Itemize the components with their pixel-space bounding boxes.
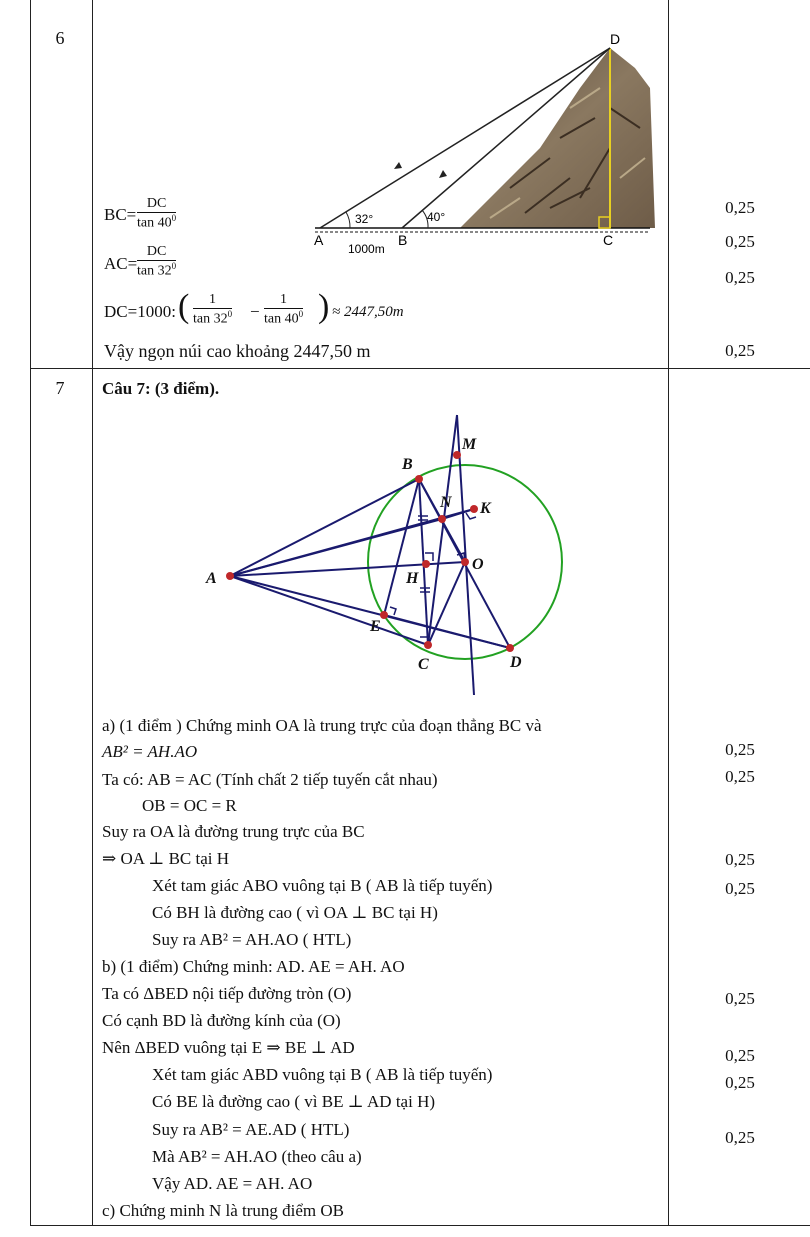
q7-line-1: a) (1 điểm ) Chứng minh OA là trung trực của đoạn thẳng BC và — [102, 716, 542, 735]
bc-formula-fraction — [137, 196, 176, 232]
q7-line-10: b) (1 điểm) Chứng minh: AD. AE = AH. AO — [102, 957, 405, 976]
q7-line-9: Suy ra AB² = AH.AO ( HTL) — [152, 930, 352, 949]
q6-score-4: 0,25 — [725, 341, 755, 360]
paren-left: ( — [178, 288, 190, 325]
degree-sup: 0 — [171, 213, 177, 223]
line-be — [384, 479, 419, 615]
paren-right: ) — [318, 288, 330, 325]
q7-line-8: Có BH là đường cao ( vì OA ⊥ BC tại H) — [152, 903, 438, 922]
q7-line-14: Xét tam giác ABD vuông tại B ( AB là tiếp tuyến) — [152, 1065, 493, 1084]
q7-line-5: Suy ra OA là đường trung trực của BC — [102, 822, 365, 841]
q6-score-2: 0,25 — [725, 232, 755, 251]
label-e: E — [370, 618, 381, 635]
label-c: C — [418, 656, 429, 673]
q7-line-11: Ta có ΔBED nội tiếp đường tròn (O) — [102, 984, 352, 1003]
point-k — [470, 505, 478, 513]
point-o — [461, 558, 469, 566]
q7-score-3: 0,25 — [725, 850, 755, 869]
minus-sign: − — [250, 302, 260, 321]
point-a — [226, 572, 234, 580]
label-h: H — [406, 570, 419, 587]
dc-formula-rhs: ≈ 2447,50m — [332, 304, 404, 320]
q7-score-5: 0,25 — [725, 989, 755, 1008]
point-h — [422, 560, 430, 568]
q7-line-7: Xét tam giác ABO vuông tại B ( AB là tiếp tuyến) — [152, 876, 493, 895]
q7-line-13: Nên ΔBED vuông tại E ⇒ BE ⊥ AD — [102, 1038, 355, 1057]
row-number-6: 6 — [55, 28, 65, 48]
mountain-rock — [460, 48, 655, 228]
q7-line-2: AB² = AH.AO — [102, 742, 198, 761]
bc-numerator: DC — [137, 196, 176, 213]
dc-formula-lhs: DC=1000: — [104, 302, 176, 321]
dc-fraction-2 — [264, 292, 303, 328]
point-d — [506, 644, 514, 652]
ac-formula-fraction — [137, 244, 176, 280]
label-o: O — [472, 556, 484, 573]
q7-line-12: Có cạnh BD là đường kính của (O) — [102, 1011, 341, 1030]
point-a-label: A — [314, 232, 324, 248]
q7-score-4: 0,25 — [725, 879, 755, 898]
dc-f2-denominator: tan 40 — [264, 311, 299, 327]
angle-40-label: 40° — [427, 210, 446, 224]
point-e — [380, 611, 388, 619]
point-n — [438, 515, 446, 523]
dc-f1-denominator: tan 32 — [193, 311, 228, 327]
point-c — [424, 641, 432, 649]
q7-score-1: 0,25 — [725, 740, 755, 759]
point-m — [453, 451, 461, 459]
dc-f2-numerator: 1 — [264, 292, 303, 309]
mountain-figure — [310, 28, 670, 258]
degree-sup: 0 — [171, 261, 177, 271]
q7-score-2: 0,25 — [725, 767, 755, 786]
q7-line-16: Suy ra AB² = AE.AD ( HTL) — [152, 1120, 350, 1139]
q7-line-4: OB = OC = R — [142, 796, 237, 815]
label-d: D — [510, 654, 522, 671]
q7-line-15: Có BE là đường cao ( vì BE ⊥ AD tại H) — [152, 1092, 436, 1111]
q7-line-6: ⇒ OA ⊥ BC tại H — [102, 849, 230, 868]
q6-score-1: 0,25 — [725, 198, 755, 217]
q7-score-8: 0,25 — [725, 1128, 755, 1147]
table-border-col1 — [92, 0, 93, 1225]
line-ed — [384, 615, 510, 648]
table-border-bottom — [30, 1225, 810, 1226]
angle-32-label: 32° — [355, 212, 374, 226]
row-number-7: 7 — [55, 378, 65, 398]
degree-sup: 0 — [227, 309, 233, 319]
ac-denominator: tan 32 — [137, 263, 172, 279]
q7-line-17: Mà AB² = AH.AO (theo câu a) — [152, 1147, 362, 1166]
point-b — [415, 475, 423, 483]
row-divider — [30, 368, 810, 369]
dc-f1-numerator: 1 — [193, 292, 232, 309]
label-m: M — [462, 436, 477, 453]
line-ac — [230, 576, 428, 645]
label-n: N — [440, 494, 452, 511]
q7-score-6: 0,25 — [725, 1046, 755, 1065]
ac-numerator: DC — [137, 244, 176, 261]
bc-denominator: tan 40 — [137, 215, 172, 231]
q6-conclusion: Vậy ngọn núi cao khoảng 2447,50 m — [104, 341, 371, 361]
label-k: K — [480, 500, 491, 517]
q6-score-3: 0,25 — [725, 268, 755, 287]
line-ab — [230, 479, 419, 576]
point-b-label: B — [398, 232, 408, 248]
q7-score-7: 0,25 — [725, 1073, 755, 1092]
label-a: A — [206, 570, 217, 587]
bc-formula-lhs: BC= — [104, 205, 137, 224]
table-border-left — [30, 0, 31, 1225]
degree-sup: 0 — [298, 309, 304, 319]
q7-line-3: Ta có: AB = AC (Tính chất 2 tiếp tuyến cắt nhau) — [102, 770, 438, 789]
q7-line-18: Vậy AD. AE = AH. AO — [152, 1174, 313, 1193]
distance-label: 1000m — [348, 242, 385, 256]
point-d-label: D — [610, 31, 621, 47]
dc-fraction-1 — [193, 292, 232, 328]
q7-line-19: c) Chứng minh N là trung điểm OB — [102, 1201, 344, 1220]
geometry-figure — [200, 405, 580, 705]
q7-title: Câu 7: (3 điểm). — [102, 379, 220, 398]
label-b: B — [402, 456, 413, 473]
ac-formula-lhs: AC= — [104, 254, 138, 273]
point-c-label: C — [603, 232, 614, 248]
